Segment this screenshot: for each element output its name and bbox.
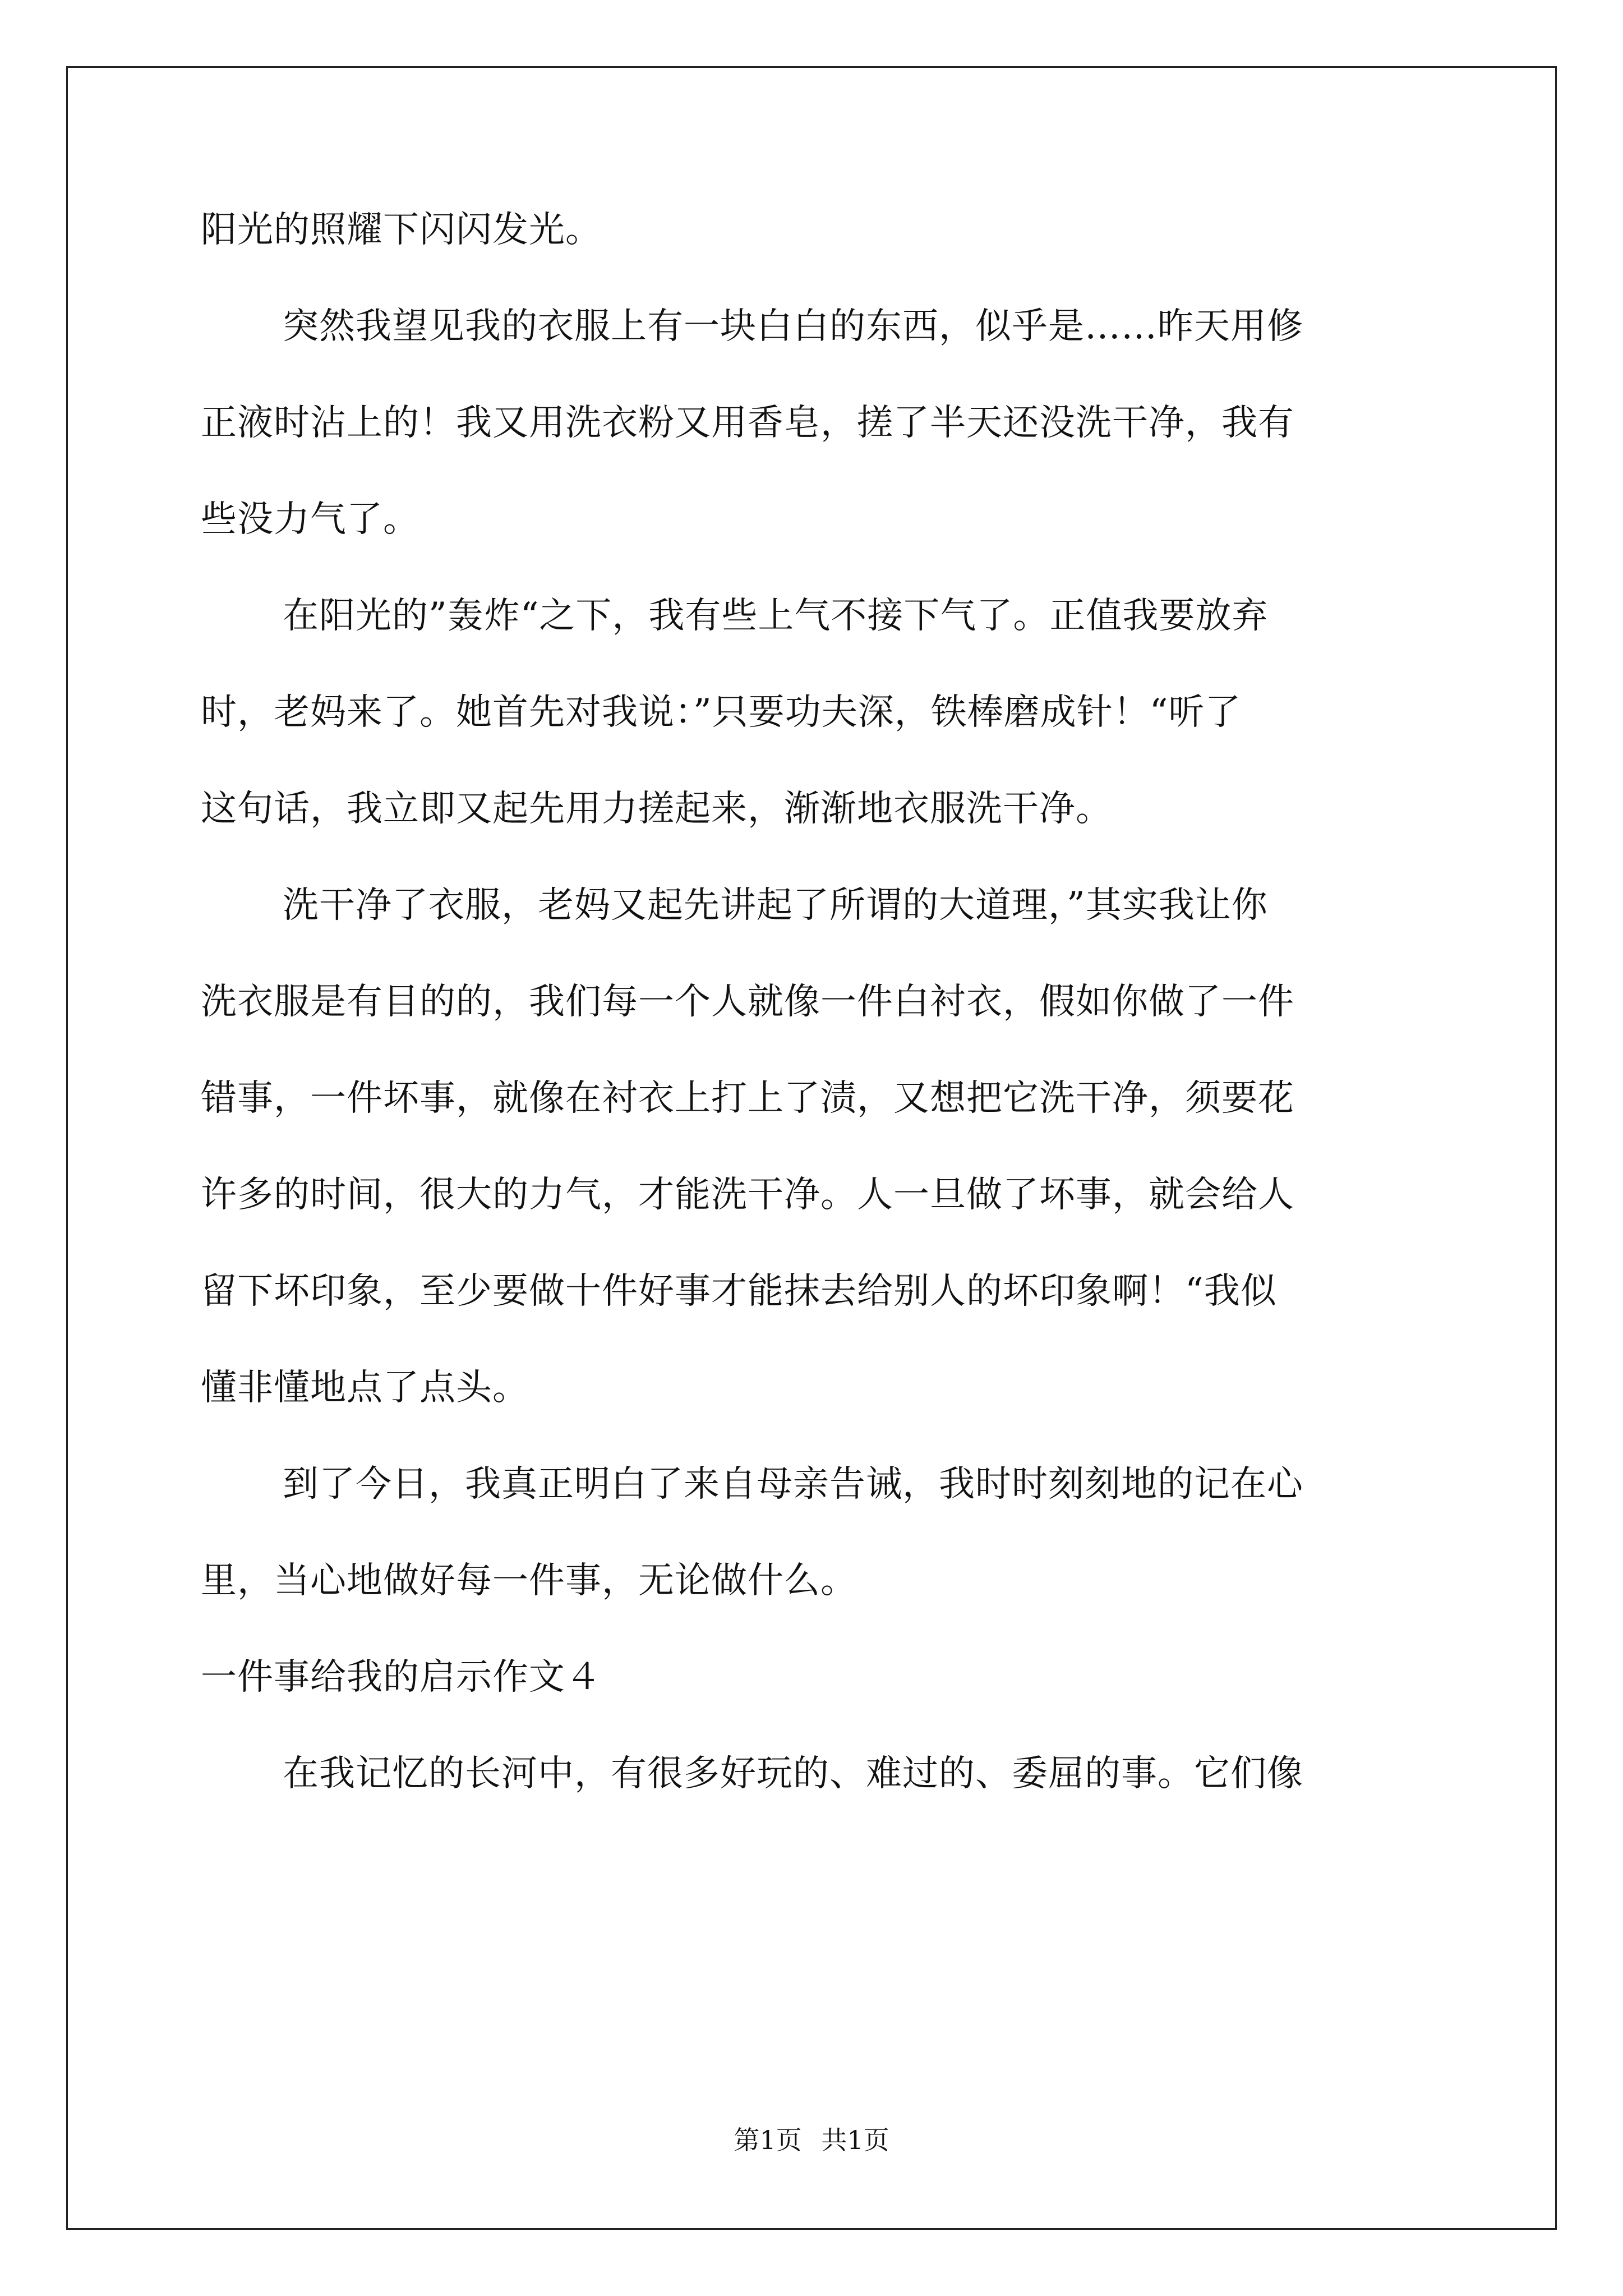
text-line: 懂非懂地点了点头。 [201,1367,529,1409]
section-heading: 一件事给我的启示作文４ [201,1657,602,1698]
paragraph-first-line: 到了今日，我真正明白了来自母亲告诫，我时时刻刻地的记在心 [283,1464,1303,1505]
text-line: 正液时沾上的！我又用洗衣粉又用香皂，搓了半天还没洗干净，我有 [201,402,1294,444]
text-line: 些没力气了。 [201,499,419,540]
text-line: 错事，一件坏事，就像在衬衣上打上了渍，又想把它洗干净，须要花 [201,1078,1294,1119]
text-line: 这句话，我立即又起先用力搓起来，渐渐地衣服洗干净。 [201,788,1112,830]
text-line: 洗衣服是有目的的，我们每一个人就像一件白衬衣，假如你做了一件 [201,981,1294,1023]
page-number: 第1页 [734,2125,802,2155]
paragraph-first-line: 洗干净了衣服，老妈又起先讲起了所谓的大道理，”其实我让你 [283,885,1268,926]
text-line: 留下坏印象，至少要做十件好事才能抹去给别人的坏印象啊！“我似 [201,1271,1277,1312]
paragraph-first-line: 在阳光的”轰炸“之下，我有些上气不接下气了。正值我要放弃 [283,595,1269,637]
page-footer [0,2123,1623,2157]
text-line: 里，当心地做好每一件事，无论做什么。 [201,1560,857,1602]
paragraph-first-line: 在我记忆的长河中，有很多好玩的、难过的、委屈的事。它们像 [283,1753,1303,1795]
paragraph-first-line: 突然我望见我的衣服上有一块白白的东西，似乎是……昨天用修 [283,306,1303,347]
text-line: 许多的时间，很大的力气，才能洗干净。人一旦做了坏事，就会给人 [201,1174,1294,1216]
text-line: 阳光的照耀下闪闪发光。 [201,209,602,251]
page-total: 共1页 [821,2125,889,2155]
text-line: 时，老妈来了。她首先对我说：”只要功夫深，铁棒磨成针！“听了 [201,692,1242,733]
page-border [66,66,1557,2230]
